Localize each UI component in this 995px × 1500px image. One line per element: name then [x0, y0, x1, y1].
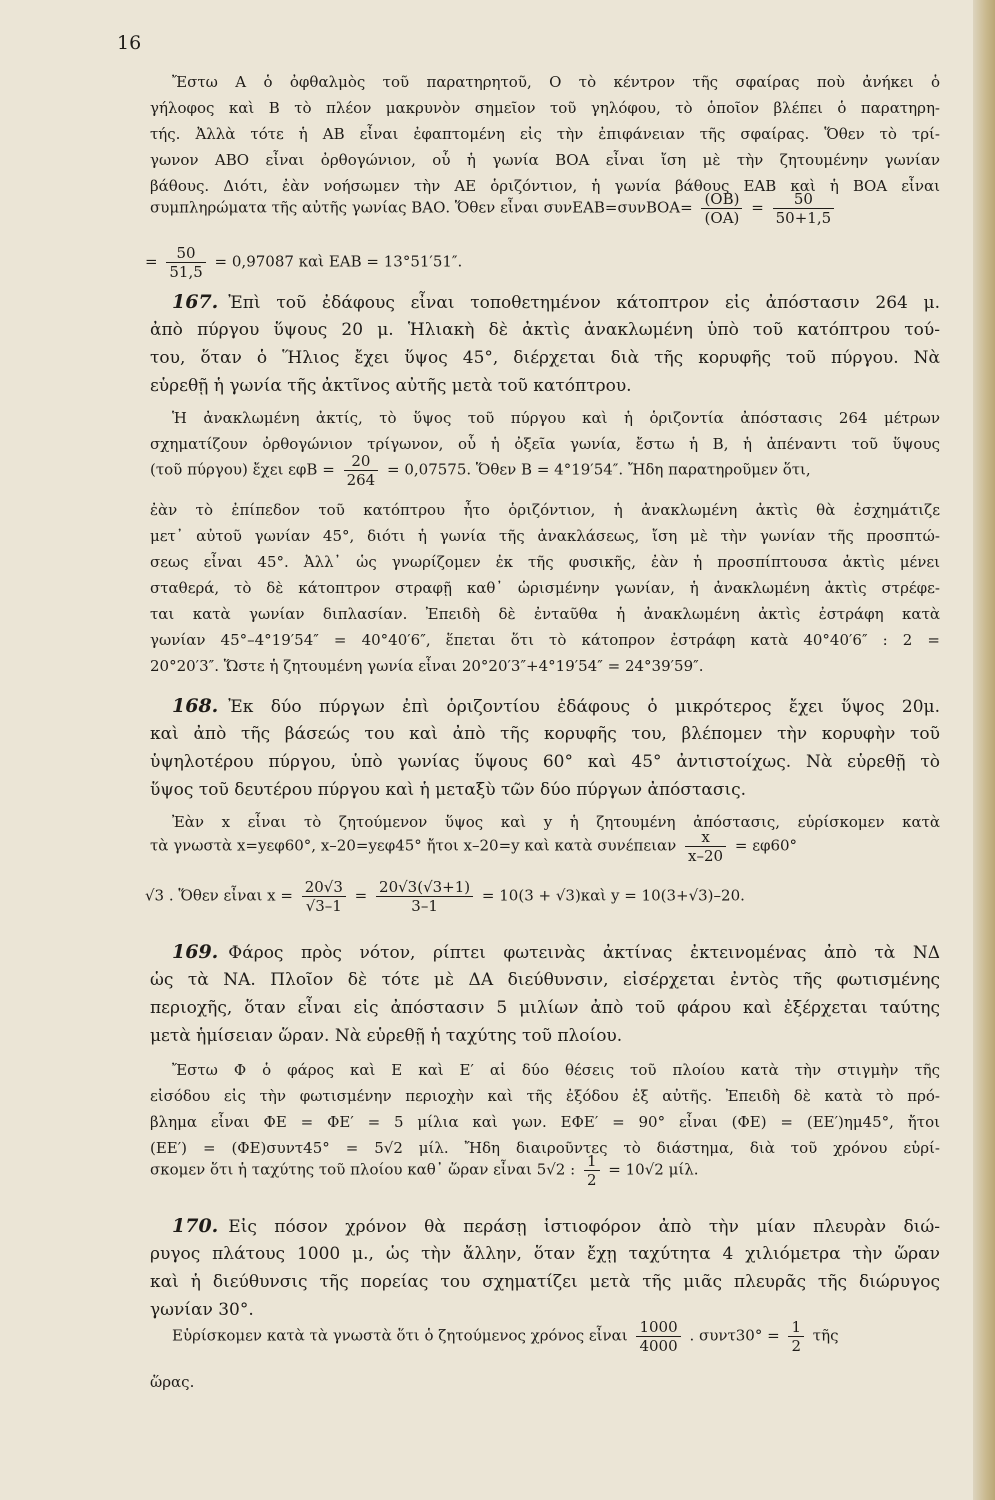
- solution-167-line-10: 20°20′3″. Ὥστε ἡ ζητουμένη γωνία εἶναι 20°20′3″+4°19′54″ = 24°39′59″.: [150, 657, 704, 675]
- frac-num: x: [685, 828, 726, 847]
- text: τῆς: [812, 1326, 839, 1345]
- text: τὰ γνωστὰ x=yεφ60°, x–20=yεφ45° ἤτοι x–20=y καὶ κατὰ συνέπειαν: [150, 836, 677, 855]
- intro-equation-2: [145, 244, 462, 281]
- equals-sign: =: [354, 886, 368, 905]
- frac-num: 50: [773, 190, 835, 209]
- frac-num: (ΟΒ): [701, 190, 742, 209]
- intro-line-2: γήλοφος καὶ Β τὸ πλέον μακρυνὸν σημεῖον τοῦ γηλόφου, τὸ ὁποῖον βλέπει ὁ παρατηρη-: [150, 99, 940, 117]
- solution-169-line-3: βλημα εἶναι ΦΕ = ΦΕ′ = 5 μίλια καὶ γων. ΕΦΕ′ = 90° εἶναι (ΦΕ) = (ΕΕ′)ημ45°, ἤτοι: [150, 1113, 940, 1131]
- frac-den: 264: [346, 471, 376, 489]
- frac-num: 1: [584, 1152, 600, 1171]
- solution-168-line-3: [145, 878, 745, 915]
- problem-number: 170.: [172, 1215, 219, 1237]
- text: = 0,07575. Ὅθεν Β = 4°19′54″. Ἤδη παρατηροῦμεν ὅτι,: [387, 460, 811, 479]
- intro-line-5: βάθους. Διότι, ἐὰν νοήσωμεν τὴν ΑΕ ὁριζόντιον, ἡ γωνία βάθους ΕΑΒ καὶ ἡ ΒΟΑ εἶναι: [150, 177, 940, 195]
- intro-line-3: τής. Ἀλλὰ τότε ἡ ΑΒ εἶναι ἐφαπτομένη εἰς τὴν ἐπιφάνειαν τῆς σφαίρας. Ὅθεν τὸ τρί-: [150, 125, 940, 143]
- solution-167-line-2: σχηματίζουν ὀρθογώνιον τρίγωνον, οὗ ἡ ὀξεῖα γωνία, ἔστω ἡ Β, ἡ ἀπέναντι τοῦ ὕψους: [150, 435, 940, 453]
- intro-line-1: Ἔστω Α ὁ ὀφθαλμὸς τοῦ παρατηρητοῦ, Ο τὸ κέντρον τῆς σφαίρας ποὺ ἀνήκει ὁ: [172, 73, 940, 91]
- frac-den: 50+1,5: [775, 209, 832, 227]
- text: √3 . Ὅθεν εἶναι x =: [145, 886, 293, 905]
- problem-number: 169.: [172, 941, 219, 963]
- frac-den: x–20: [688, 847, 724, 865]
- text: σκομεν ὅτι ἡ ταχύτης τοῦ πλοίου καθ᾽ ὥραν εἶναι 5√2 :: [150, 1160, 576, 1179]
- fraction-x: [685, 828, 726, 865]
- problem-169-line-3: περιοχῆς, ὅταν εἶναι εἰς ἀπόστασιν 5 μιλίων ἀπὸ τοῦ φάρου καὶ ἐξέρχεται ταύτης: [150, 998, 940, 1018]
- problem-text: Εἰς πόσον χρόνον θὰ περάσῃ ἱστιοφόρον ἀπὸ τὴν μίαν πλευρὰν διώ-: [228, 1217, 940, 1237]
- fraction-half: [788, 1318, 804, 1355]
- frac-num: 20√3: [302, 878, 346, 897]
- solution-169-line-2: εἰσόδου εἰς τὴν φωτισμένην περιοχὴν καὶ τῆς ἐξόδου ἐξ αὐτῆς. Ἐπειδὴ δὲ κατὰ τὸ πρό-: [150, 1087, 940, 1105]
- text: . συντ30° =: [689, 1326, 780, 1345]
- intro-result: = 0,97087 καὶ ΕΑΒ = 13°51′51″.: [214, 252, 463, 271]
- solution-167-line-9: γωνίαν 45°–4°19′54″ = 40°40′6″, ἕπεται ὅτι τὸ κάτοπρον ἐστράφη κατὰ 40°40′6″ : 2 =: [150, 631, 940, 649]
- solution-167-line-8: ται κατὰ γωνίαν διπλασίαν. Ἐπειδὴ δὲ ἐνταῦθα ἡ ἀνακλωμένη ἀκτὶς ἐστράφη κατὰ: [150, 605, 940, 623]
- solution-167-line-6: σεως εἶναι 45°. Ἀλλ᾽ ὡς γνωρίζομεν ἐκ τῆς φυσικῆς, ἐὰν ἡ προσπίπτουσα ἀκτὶς μένει: [150, 553, 940, 571]
- text: Εὑρίσκομεν κατὰ τὰ γνωστὰ ὅτι ὁ ζητούμενος χρόνος εἶναι: [172, 1326, 628, 1345]
- fraction-1000-4000: [636, 1318, 680, 1355]
- text: (τοῦ πύργου) ἔχει εφΒ =: [150, 460, 335, 479]
- frac-den: 51,5: [169, 263, 203, 281]
- solution-167-line-7: σταθερά, τὸ δὲ κάτοπτρον στραφῇ καθ᾽ ὡρισμένην γωνίαν, ἡ ἀνακλωμένη ἀκτὶς στρέφε-: [150, 579, 940, 597]
- problem-169-line-2: ὡς τὰ ΝΑ. Πλοῖον δὲ τότε μὲ ΔΑ διεύθυνσιν, εἰσέρχεται ἐντὸς τῆς φωτισμένης: [150, 970, 940, 990]
- problem-170-line-1: [172, 1216, 940, 1237]
- problem-169-line-1: [172, 942, 940, 963]
- intro-line-4: γωνον ΑΒΟ εἶναι ὀρθογώνιον, οὗ ἡ γωνία ΒΟΑ εἶναι ἴση μὲ τὴν ζητουμένην γωνίαν: [150, 151, 940, 169]
- solution-167-line-1: Ἡ ἀνακλωμένη ἀκτίς, τὸ ὕψος τοῦ πύργου καὶ ἡ ὁριζοντία ἀπόστασις 264 μέτρων: [172, 409, 940, 427]
- frac-num: 1000: [636, 1318, 680, 1337]
- problem-168-line-4: ὕψος τοῦ δευτέρου πύργου καὶ ἡ μεταξὺ τῶν δύο πύργων ἀπόστασις.: [150, 780, 747, 800]
- solution-168-line-1: Ἐὰν x εἶναι τὸ ζητούμενον ὕψος καὶ y ἡ ζητουμένη ἀπόστασις, εὑρίσκομεν κατὰ: [172, 813, 940, 831]
- fraction-50: [773, 190, 835, 227]
- solution-167-line-3: [150, 452, 811, 489]
- page-number: 16: [117, 32, 142, 54]
- frac-den: √3–1: [305, 897, 342, 915]
- fraction-ob-oa: [701, 190, 742, 227]
- problem-170-line-3: καὶ ἡ διεύθυνσις τῆς πορείας του σχηματίζει μετὰ τῆς μιᾶς πλευρᾶς τῆς διώρυγος: [150, 1272, 940, 1292]
- solution-167-line-5: μετ᾽ αὐτοῦ γωνίαν 45°, διότι ἡ γωνία τῆς ἀνακλάσεως, ἴση μὲ τὴν γωνίαν τῆς προσπτώ-: [150, 527, 940, 545]
- problem-167-line-4: εὑρεθῇ ἡ γωνία τῆς ἀκτῖνος αὐτῆς μετὰ τοῦ κατόπτρου.: [150, 376, 632, 396]
- fraction-20root3: [302, 878, 346, 915]
- problem-text: Ἐπὶ τοῦ ἐδάφους εἶναι τοποθετημένον κάτοπτρον εἰς ἀπόστασιν 264 μ.: [228, 293, 940, 313]
- fraction-20-264: [344, 452, 379, 489]
- fraction-expanded: [376, 878, 473, 915]
- text: = 10√2 μίλ.: [608, 1160, 699, 1179]
- problem-167-line-3: του, ὅταν ὁ Ἥλιος ἔχει ὕψος 45°, διέρχεται διὰ τῆς κορυφῆς τοῦ πύργου. Νὰ: [150, 348, 940, 368]
- problem-text: Φάρος πρὸς νότον, ρίπτει φωτεινὰς ἀκτίνας ἐκτεινομένας ἀπὸ τὰ ΝΔ: [228, 943, 940, 963]
- problem-169-line-4: μετὰ ἡμίσειαν ὥραν. Νὰ εὑρεθῇ ἡ ταχύτης τοῦ πλοίου.: [150, 1026, 623, 1046]
- problem-168-line-3: ὑψηλοτέρου πύργου, ὑπὸ γωνίας ὕψους 60° καὶ 45° ἀντιστοίχως. Νὰ εὑρεθῇ τὸ: [150, 752, 940, 772]
- problem-167-line-2: ἀπὸ πύργου ὕψους 20 μ. Ἡλιακὴ δὲ ἀκτὶς ἀνακλωμένη ὑπὸ τοῦ κατόπτρου τού-: [150, 320, 940, 340]
- frac-den: (ΟΑ): [704, 209, 740, 227]
- problem-168-line-1: [172, 696, 940, 717]
- frac-den: 4000: [639, 1337, 678, 1355]
- frac-num: 20√3(√3+1): [376, 878, 473, 897]
- problem-168-line-2: καὶ ἀπὸ τῆς βάσεώς του καὶ ἀπὸ τῆς κορυφῆς του, βλέπομεν τὴν κορυφὴν τοῦ: [150, 724, 940, 744]
- problem-number: 167.: [172, 291, 219, 313]
- problem-170-line-4: γωνίαν 30°.: [150, 1300, 254, 1320]
- problem-167-line-1: [172, 292, 940, 313]
- frac-num: 20: [344, 452, 379, 471]
- frac-num: 50: [166, 244, 205, 263]
- fraction-50-51: [166, 244, 205, 281]
- solution-170-line-1: [172, 1318, 838, 1355]
- solution-169-line-5: [150, 1152, 698, 1189]
- frac-den: 3–1: [411, 897, 438, 915]
- problem-text: Ἐκ δύο πύργων ἐπὶ ὁριζοντίου ἐδάφους ὁ μικρότερος ἔχει ὕψος 20μ.: [228, 697, 940, 717]
- page-edge: [973, 0, 995, 1500]
- equals-sign: =: [145, 252, 158, 271]
- solution-170-line-2: ὥρας.: [150, 1373, 195, 1391]
- text: = 10(3 + √3)καὶ y = 10(3+√3)–20.: [481, 886, 745, 905]
- problem-170-line-2: ρυγος πλάτους 1000 μ., ὡς τὴν ἄλλην, ὅταν ἔχῃ ταχύτητα 4 χιλιόμετρα τὴν ὥραν: [150, 1244, 940, 1264]
- equals-sign: =: [751, 198, 764, 217]
- solution-168-line-2: [150, 828, 797, 865]
- frac-num: 1: [788, 1318, 804, 1337]
- fraction-half: [584, 1152, 600, 1189]
- intro-equation-1: [150, 190, 838, 227]
- solution-167-line-4: ἐὰν τὸ ἐπίπεδον τοῦ κατόπτρου ἦτο ὁριζόντιον, ἡ ἀνακλωμένη ἀκτὶς θὰ ἐσχημάτιζε: [150, 501, 940, 519]
- solution-169-line-4: (ΕΕ′) = (ΦΕ)συντ45° = 5√2 μίλ. Ἤδη διαιροῦντες τὸ διάστημα, διὰ τοῦ χρόνου εὑρί-: [150, 1139, 940, 1157]
- solution-169-line-1: Ἔστω Φ ὁ φάρος καὶ Ε καὶ Ε′ αἱ δύο θέσεις τοῦ πλοίου κατὰ τὴν στιγμὴν τῆς: [172, 1061, 940, 1079]
- intro-line-6: συμπληρώματα τῆς αὐτῆς γωνίας ΒΑΟ. Ὅθεν εἶναι συνΕΑΒ=συνΒΟΑ=: [150, 198, 693, 217]
- text: = εφ60°: [734, 836, 798, 855]
- frac-den: 2: [586, 1171, 597, 1189]
- frac-den: 2: [791, 1337, 801, 1355]
- problem-number: 168.: [172, 695, 219, 717]
